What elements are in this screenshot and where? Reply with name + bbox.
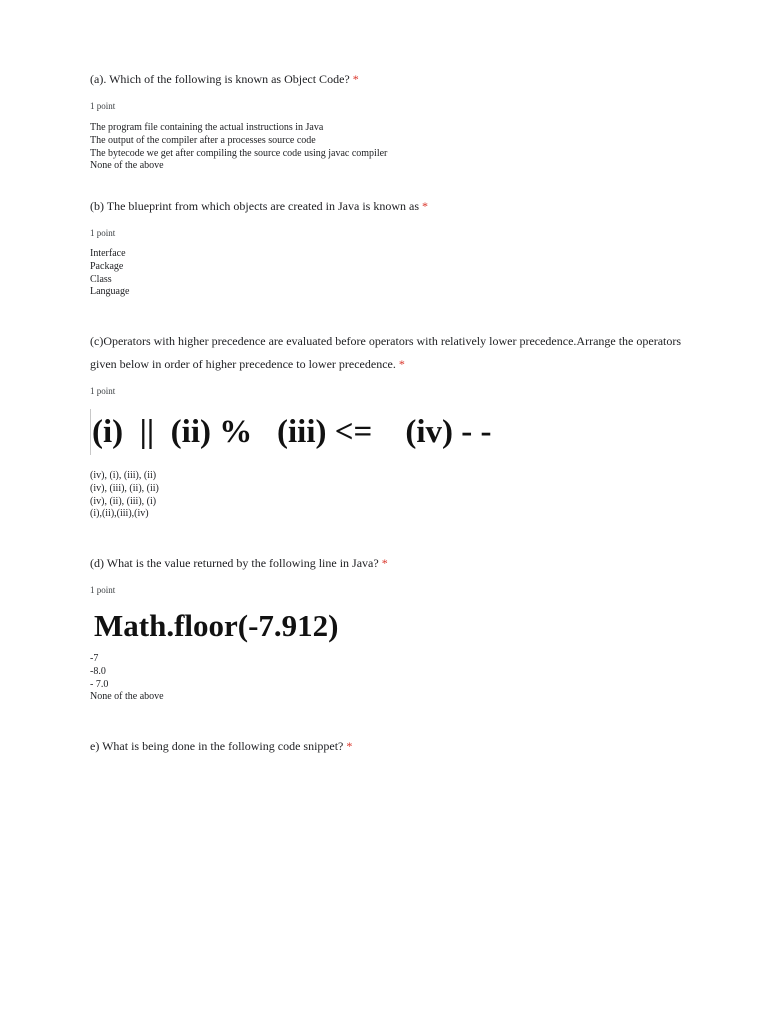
- option-b-4[interactable]: Language: [90, 286, 130, 298]
- option-a-3[interactable]: The bytecode we get after compiling the source code using javac compiler: [90, 147, 388, 159]
- question-c-operators-image: (i) || (ii) % (iii) <= (iv) - -: [92, 414, 492, 450]
- question-a-points: 1 point: [90, 101, 116, 111]
- required-mark: *: [381, 556, 388, 570]
- question-b-points: 1 point: [90, 228, 116, 238]
- option-c-2[interactable]: (iv), (iii), (ii), (ii): [90, 482, 159, 494]
- question-d-text: (d) What is the value returned by the following line in Java?: [90, 556, 379, 570]
- option-a-2[interactable]: The output of the compiler after a processes source code: [90, 134, 316, 146]
- question-c-text: (c)Operators with higher precedence are evaluated before operators with relatively lower precedence.Arrange the operators given below in order of higher precedence to lower precedence.: [90, 334, 682, 371]
- question-b-title: [90, 197, 428, 215]
- option-d-2[interactable]: -8.0: [90, 665, 106, 677]
- question-a-text: (a). Which of the following is known as Object Code?: [90, 72, 350, 86]
- required-mark: *: [422, 199, 429, 213]
- required-mark: *: [346, 739, 353, 753]
- question-d-code-image: Math.floor(-7.912): [94, 608, 339, 643]
- question-a-options: [90, 122, 387, 173]
- option-c-4[interactable]: (i),(ii),(iii),(iv): [90, 508, 149, 520]
- option-c-3[interactable]: (iv), (ii), (iii), (i): [90, 495, 157, 507]
- question-a-title: [90, 70, 359, 88]
- question-e-title: [90, 737, 352, 755]
- option-d-4[interactable]: None of the above: [90, 691, 164, 703]
- question-c-title: [90, 330, 690, 376]
- option-a-1[interactable]: The program file containing the actual instructions in Java: [90, 122, 324, 133]
- question-d-points: 1 point: [90, 585, 116, 595]
- option-a-4[interactable]: None of the above: [90, 160, 164, 172]
- question-d-options: [90, 653, 164, 704]
- question-e-text: e) What is being done in the following code snippet?: [90, 739, 344, 753]
- question-c-image-border: [90, 409, 91, 455]
- required-mark: *: [352, 72, 359, 86]
- question-c-points: 1 point: [90, 386, 116, 396]
- option-b-3[interactable]: Class: [90, 273, 112, 285]
- question-b-text: (b) The blueprint from which objects are created in Java is known as: [90, 199, 420, 213]
- question-b-options: [90, 248, 129, 299]
- required-mark: *: [398, 357, 405, 371]
- option-c-1[interactable]: (iv), (i), (iii), (ii): [90, 470, 157, 481]
- question-c-options: [90, 470, 159, 521]
- option-d-1[interactable]: -7: [90, 653, 99, 664]
- option-d-3[interactable]: - 7.0: [90, 678, 109, 690]
- option-b-2[interactable]: Package: [90, 260, 124, 272]
- option-b-1[interactable]: Interface: [90, 248, 126, 259]
- question-d-title: [90, 554, 388, 572]
